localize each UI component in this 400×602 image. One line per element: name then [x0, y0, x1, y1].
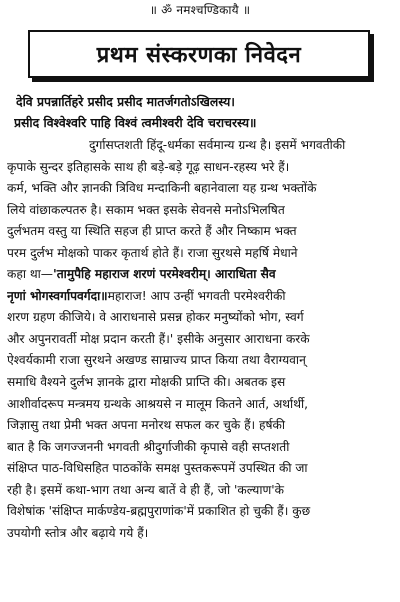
body-text-segment: महाराज! आप उन्हीं भगवती परमेश्वरीकी [107, 288, 286, 303]
body-line: रही है। इसमें कथा-भाग तथा अन्य बातें वे ही हैं, जो 'कल्याण'के [7, 482, 285, 497]
body-line: संक्षिप्त पाठ-विधिसहित पाठकोंके समक्ष पुस्तकरूपमें उपस्थित की जा [7, 461, 308, 476]
body-line: आशीर्वादरूप मन्त्रमय ग्रन्थके आश्रयसे न मालूम कितने आर्त, अर्थार्थी, [7, 396, 309, 411]
title-box [28, 30, 370, 78]
prayer-line-1: देवि प्रपन्नार्तिहरे प्रसीद प्रसीद मातर्जगतोऽखिलस्य। [16, 94, 235, 109]
body-paragraph [7, 135, 396, 544]
body-line: बात है कि जगज्जननी भगवती श्रीदुर्गाजीकी कृपासे वही सप्तशती [7, 439, 290, 454]
quoted-verse: नृणां भोगस्वर्गापवर्गदा॥ [7, 288, 108, 303]
body-line: कर्म, भक्ति और ज्ञानकी त्रिविध मन्दाकिनी बहानेवाला यह ग्रन्थ भक्तोंके [7, 181, 317, 196]
body-line: उपयोगी स्तोत्र और बढ़ाये गये हैं। [7, 525, 149, 540]
prayer-line-2: प्रसीद विश्वेश्वरि पाहि विश्वं त्वमीश्वरी देवि चराचरस्य॥ [14, 115, 257, 130]
body-line: ऐश्वर्यकामी राजा सुरथने अखण्ड साम्राज्य प्राप्त किया तथा वैराग्यवान् [7, 353, 306, 368]
body-line: दुर्लभतम वस्तु या स्थिति सहज ही प्राप्त करते हैं और निष्काम भक्त [7, 224, 297, 239]
body-text-segment: कहा था— [7, 267, 53, 282]
body-line-quote-end [7, 286, 396, 308]
body-line: कृपाके सुन्दर इतिहासके साथ ही बड़े-बड़े गूढ़ साधन-रहस्य भरे हैं। [7, 159, 290, 174]
body-line: जिज्ञासु तथा प्रेमी भक्त अपना मनोरथ सफल कर चुके हैं। हर्षकी [7, 418, 286, 433]
body-line: समाधि वैश्यने दुर्लभ ज्ञानके द्वारा मोक्षकी प्राप्ति की। अबतक इस [7, 375, 286, 390]
body-line: विशेषांक 'संक्षिप्त मार्कण्डेय-ब्रह्मपुराणांक'में प्रकाशित हो चुकी हैं। कुछ [7, 504, 311, 519]
body-line: दुर्गासप्तशती हिंदू-धर्मका सर्वमान्य ग्रन्थ है। इसमें भगवतीकी [89, 138, 346, 152]
body-line: और अपुनरावर्ती मोक्ष प्रदान करती हैं।' इसीके अनुसार आराधना करके [7, 331, 310, 346]
body-line: लिये वांछाकल्पतरु है। सकाम भक्त इसके सेवनसे मनोऽभिलषित [7, 202, 285, 217]
body-line: परम दुर्लभ मोक्षको पाकर कृतार्थ होते हैं। राजा सुरथसे महर्षि मेधाने [7, 245, 298, 260]
body-line-quote-start [7, 264, 396, 286]
page-title: प्रथम संस्करणका निवेदन [96, 43, 302, 68]
quoted-verse: 'तामुपैहि महाराज शरणं परमेश्वरीम्। आराधिता सैव [53, 267, 276, 282]
header-invocation: ॥ ॐ नमश्चण्डिकायै ॥ [149, 3, 251, 17]
body-line: शरण ग्रहण कीजिये। वे आराधनासे प्रसन्न होकर मनुष्योंको भोग, स्वर्ग [7, 310, 304, 325]
